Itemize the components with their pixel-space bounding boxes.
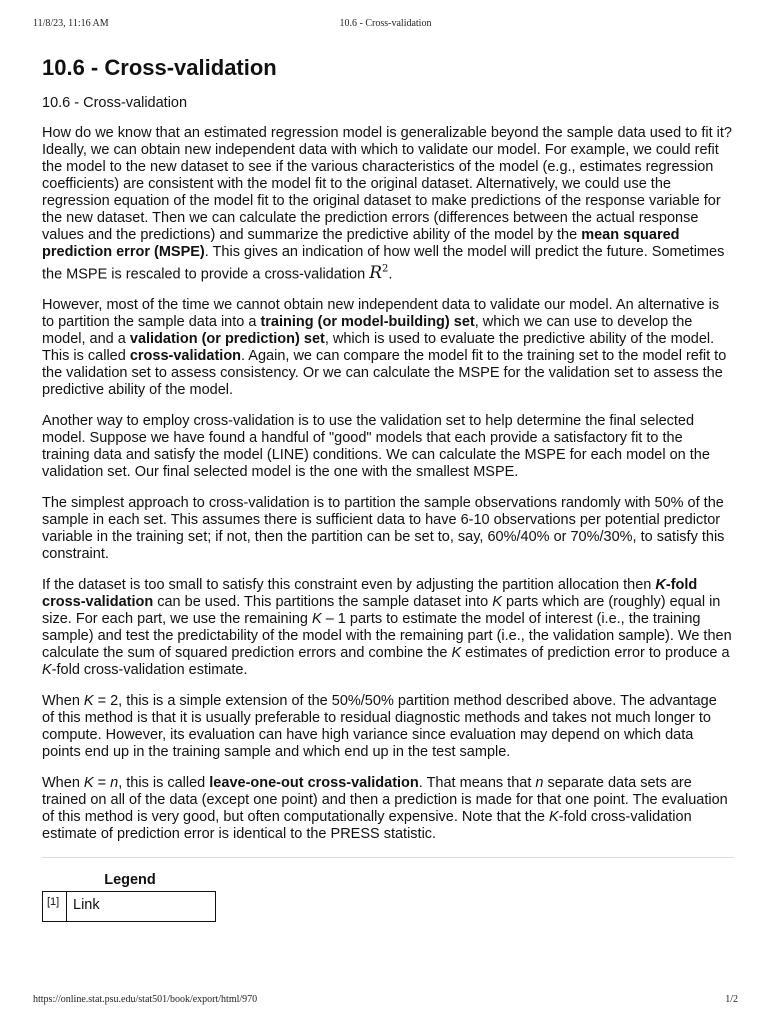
p5-text-a: If the dataset is too small to satisfy this constraint even by adjusting the partition allocation then (42, 577, 656, 594)
p7-text-e: . That means that (418, 775, 536, 792)
math-r: R (369, 263, 383, 284)
legend-row (42, 891, 216, 922)
paragraph-5 (42, 577, 732, 679)
p7-text-c: , this is called (118, 775, 210, 792)
var-n: n (535, 775, 544, 792)
p2-text-e: , which is used to evaluate the predictive ability of the model. This is called (42, 331, 715, 365)
term-loocv: leave-one-out cross-validation (209, 775, 419, 792)
r-squared-math (369, 263, 388, 283)
var-k: K (312, 611, 322, 628)
legend-value: Link (73, 897, 100, 914)
paragraph-3: Another way to employ cross-validation is to use the validation set to help determine the final selected model. Suppose we have found a handful of "good" models that each provide a satisfactory fit to the training data and satisfy the model (LINE) conditions. We can calculate the MSPE for each model on the validation set. Our final selected model is the one with the smallest MSPE. (42, 413, 710, 481)
var-k: K (451, 645, 462, 662)
math-exponent: 2 (382, 263, 389, 275)
divider (42, 857, 734, 858)
term-cross-validation: cross-validation (129, 348, 242, 365)
term-mspe: mean squared prediction error (MSPE) (42, 226, 680, 260)
p5-text-e: – 1 parts to estimate the model of interest (i.e., the training sample) and test the predictability of the model with the remaining part (i.e., the validation sample). We then calculate the sum of squared prediction errors and combine the (42, 611, 732, 662)
paragraph-4: The simplest approach to cross-validation is to partition the sample observations randomly with 50% of the sample in each set. This assumes there is sufficient data to have 6-10 observations per potential predictor variable in the training set; if not, then the partition can be set to, say, 60%/40% or 70%/30%, to satisfy this constraint. (42, 495, 725, 563)
paragraph-6 (42, 693, 732, 761)
p7-text-f: separate data sets are trained on all of the data (except one point) and then a prediction is made for that one point. The evaluation of this method is very good, but often computationally expensive. Note that the (42, 775, 728, 826)
paragraph-2 (42, 297, 732, 399)
p1-text-d: . (388, 266, 393, 283)
p7-text-a: When (42, 775, 84, 792)
page-url: https://online.stat.psu.edu/stat501/book/export/html/970 (33, 994, 258, 1005)
p2-text-a: However, most of the time we cannot obtain new independent data to validate our model. An alternative is to partition the sample data into a (42, 297, 720, 331)
p7-text-b: = (93, 775, 111, 792)
term-k-fold-k: K (655, 577, 666, 594)
page-number: 1/2 (725, 994, 738, 1005)
print-timestamp: 11/8/23, 11:16 AM (33, 18, 109, 29)
paragraph-7 (42, 775, 732, 843)
page-title: 10.6 - Cross-validation (42, 55, 277, 80)
p6-text-a: When (42, 693, 84, 710)
p2-text-c: , which we can use to develop the model, and a (42, 314, 693, 348)
paragraph-1 (42, 125, 732, 284)
p1-text-a: How do we know that an estimated regression model is generalizable beyond the sample data used to fit it? Ideally, we can obtain new independent data with which to validate our model. For example, we could refit the model to the new dataset to see if the various characteristics of the model (e.g., estimates regression coefficients) are consistent with the model fit to the original dataset. Alternatively, we could use the regression equation of the model fit to the original dataset to make predictions of the response variable for the new dataset. Then we can calculate the prediction errors (differences between the actual response values and the predictions) and summarize the predictive ability of the model by the (42, 124, 732, 243)
print-page-title: 10.6 - Cross-validation (339, 18, 432, 29)
var-k: K (83, 775, 94, 792)
var-k: K (42, 662, 52, 679)
term-validation-set: validation (or prediction) set (129, 331, 325, 348)
var-n: n (110, 775, 119, 792)
p5-text-d: parts which are (roughly) equal in size. For each part, we use the remaining (42, 594, 721, 628)
var-k: K (549, 809, 559, 826)
p5-text-c: can be used. This partitions the sample dataset into (153, 594, 493, 611)
article-content (42, 55, 732, 922)
section-subtitle: 10.6 - Cross-validation (42, 95, 188, 112)
p7-text-g: -fold cross-validation estimate of prediction error is identical to the PRESS statistic. (42, 809, 692, 843)
legend-title: Legend (104, 872, 156, 889)
p5-text-g: -fold cross-validation estimate. (51, 662, 248, 679)
legend (42, 872, 216, 922)
p1-text-c: . This gives an indication of how well the model will predict the future. Sometimes the MSPE is rescaled to provide a cross-validation (42, 243, 725, 283)
legend-key: [1] (43, 892, 67, 921)
var-k: K (83, 693, 94, 710)
p2-text-g: . Again, we can compare the model fit to the training set to the model refit to the validation set to assess consistency. Or we can calculate the MSPE for the validation set to assess the predictive ability of the model. (42, 348, 727, 399)
term-k-fold-rest: -fold cross-validation (42, 577, 698, 611)
p6-text-b: = 2, this is a simple extension of the 50%/50% partition method described above. The advantage of this method is that it is usually preferable to residual diagnostic methods and takes not much longer to compute. However, its evaluation can have high variance since evaluation may depend on which data points end up in the training sample and which end up in the test sample. (42, 693, 717, 761)
p5-text-f: estimates of prediction error to produce a (461, 645, 730, 662)
term-training-set: training (or model-building) set (260, 314, 475, 331)
var-k: K (492, 594, 502, 611)
